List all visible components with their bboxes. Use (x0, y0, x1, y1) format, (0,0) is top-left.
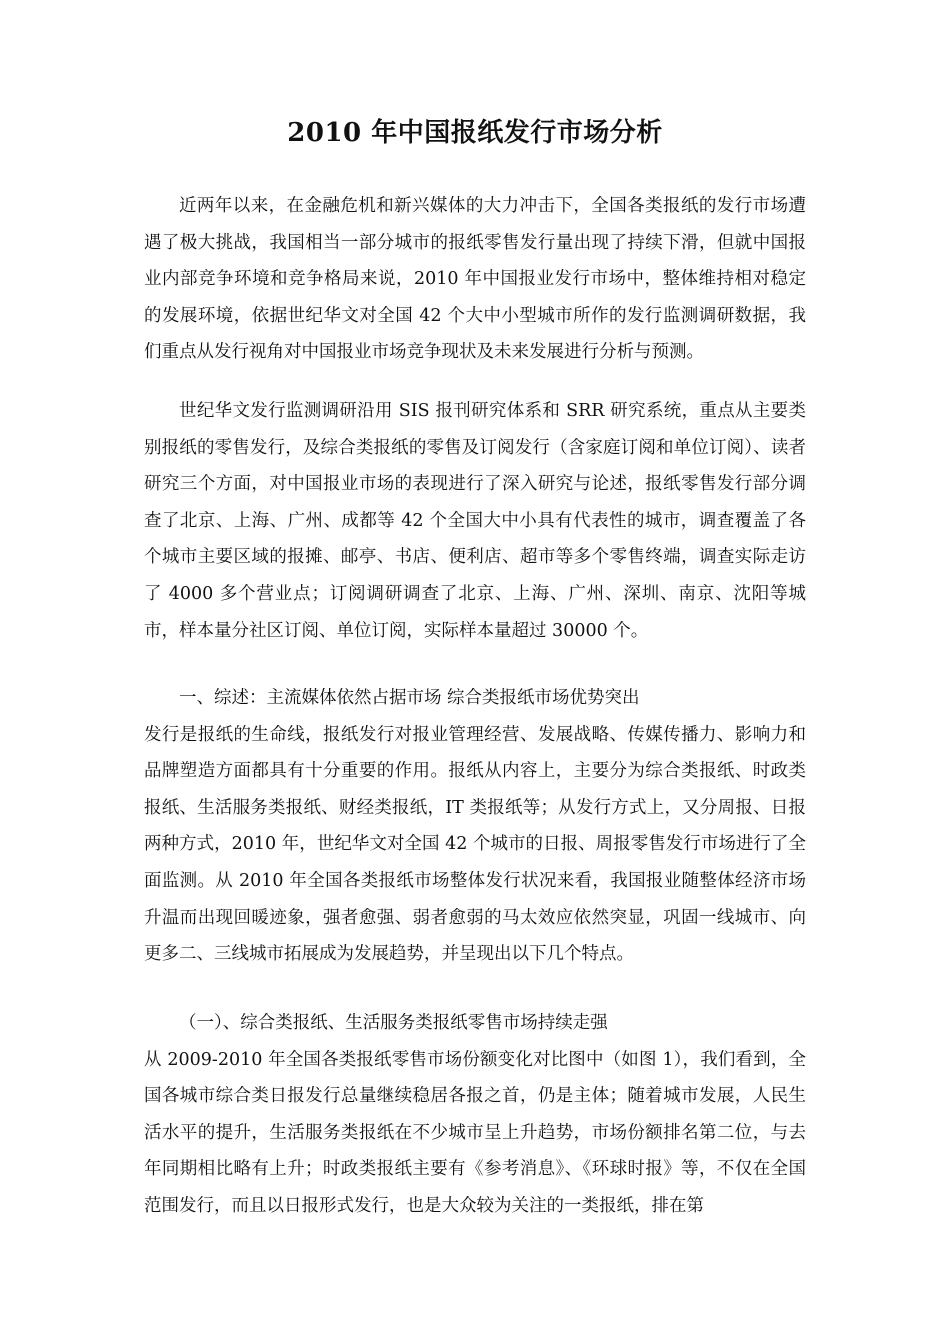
intro-paragraph (144, 188, 806, 371)
paragraph-text: 近两年以来，在金融危机和新兴媒体的大力冲击下，全国各类报纸的发行市场遭遇了极大挑战，我国相当一部分城市的报纸零售发行量出现了持续下滑，但就中国报业内部竞争环境和竞争格局来说，2010 年中国报业发行市场中，整体维持相对稳定的发展环境，依据世纪华文对全国 42 个大中小型城市所作的发行监测调研数据，我们重点从发行视角对中国报业市场竞争现状及未来发展进行分析与预测。 (144, 196, 806, 363)
section-2-body: 从 2009-2010 年全国各类报纸零售市场份额变化对比图中（如图 1），我们看到，全国各城市综合类日报发行总量继续稳居各报之首，仍是主体；随着城市发展，人民生活水平的提升，生活服务类报纸在不少城市呈上升趋势，市场份额排名第二位，与去年同期相比略有上升；时政类报纸主要有《参考消息》、《环球时报》等，不仅在全国范围发行，而且以日报形式发行，也是大众较为关注的一类报纸，排在第 (144, 1049, 806, 1216)
paragraph-text: 世纪华文发行监测调研沿用 SIS 报刊研究体系和 SRR 研究系统，重点从主要类别报纸的零售发行，及综合类报纸的零售及订阅发行（含家庭订阅和单位订阅）、读者研究三个方面，对中国报业市场的表现进行了深入研究与论述，报纸零售发行部分调查了北京、上海、广州、成都等 42 个全国大中小具有代表性的城市，调查覆盖了各个城市主要区域的报摊、邮亭、书店、便利店、超市等多个零售终端，调查实际走访了 4000 多个营业点；订阅调研调查了北京、上海、广州、深圳、南京、沈阳等城市，样本量分社区订阅、单位订阅，实际样本量超过 30000 个。 (144, 401, 806, 641)
section-1-body: 发行是报纸的生命线，报纸发行对报业管理经营、发展战略、传媒传播力、影响力和品牌塑造方面都具有十分重要的作用。报纸从内容上，主要分为综合类报纸、时政类报纸、生活服务类报纸、财经类报纸，IT 类报纸等；从发行方式上，又分周报、日报两种方式，2010 年，世纪华文对全国 42 个城市的日报、周报零售发行市场进行了全面监测。从 2010 年全国各类报纸市场整体发行状况来看，我国报业随整体经济市场升温而出现回暖迹象，强者愈强、弱者愈弱的马太效应依然突显，巩固一线城市、向更多二、三线城市拓展成为发展趋势，并呈现出以下几个特点。 (144, 724, 806, 965)
section-2 (144, 1005, 806, 1225)
research-paragraph (144, 393, 806, 649)
section-1 (144, 680, 806, 973)
section-1-heading: 一、综述：主流媒体依然占据市场 综合类报纸市场优势突出 (179, 688, 640, 708)
section-2-heading: （一）、综合类报纸、生活服务类报纸零售市场持续走强 (179, 1013, 608, 1033)
document-title: 2010 年中国报纸发行市场分析 (287, 118, 663, 148)
